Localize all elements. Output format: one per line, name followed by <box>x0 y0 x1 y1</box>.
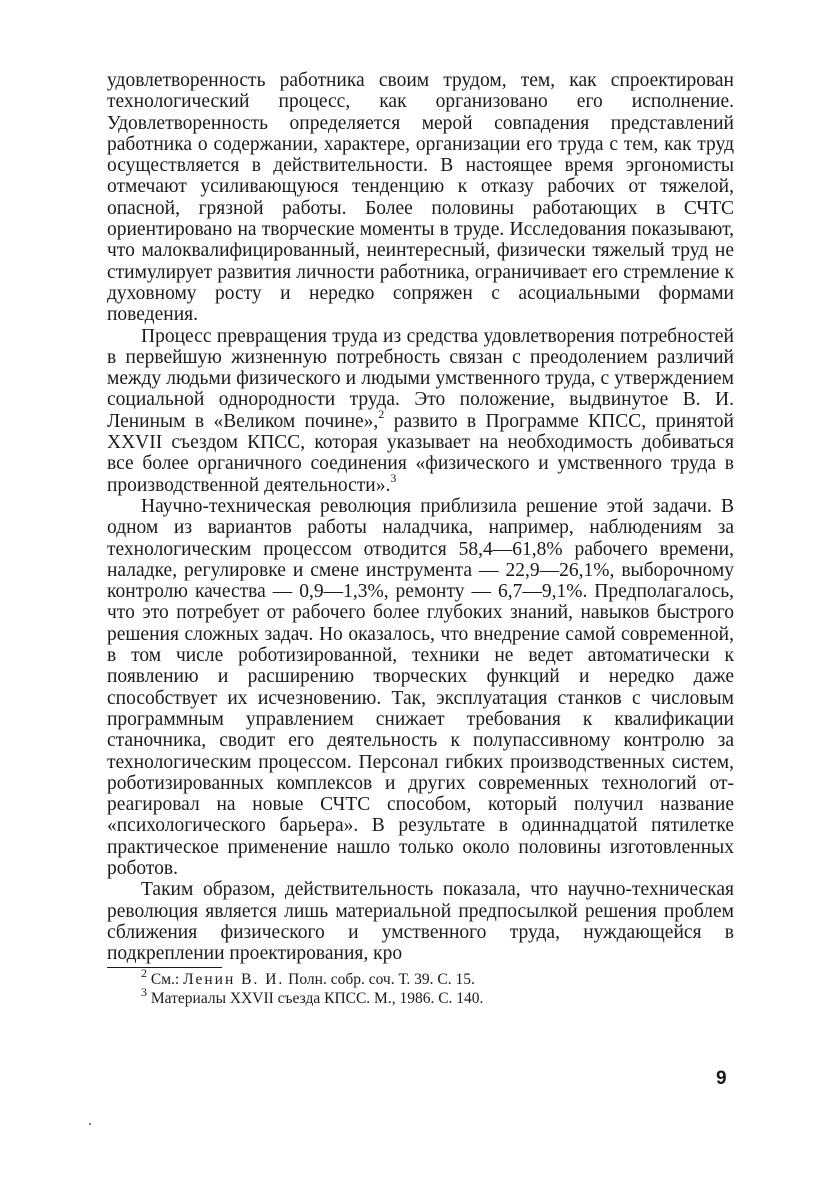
footnote-ref-3: 3 <box>390 471 397 486</box>
footnote-2 <box>107 966 734 989</box>
footnote-3 <box>107 985 734 1008</box>
footnote-divider <box>107 967 222 968</box>
page-number: 9 <box>716 1068 727 1089</box>
paragraph-2 <box>107 326 734 496</box>
paragraph-4: Таким образом, действительность показала, что научно-техническая революция является лишь материальной предпосылкой решения проблем сближения физического и умственного труда, нуждающейся в подкреплении проектирования, кро <box>107 879 734 965</box>
paragraph-1: удовлетворенность работника своим трудом, тем, как спроектирован технологический процесс, как организовано его исполнение. Удовлетворенность определяется мерой совпадения представлений работника о содержании, характере, организации его труда с тем, как труд осуществляется в действительности. В настоящее время эргономисты отмечают усиливающуюся тенденцию к отказу рабочих от тяжелой, опасной, грязной работы. Более половины работающих в СЧТС ориентировано на творческие моменты в труде. Исследования показывают, что малоквалифицированный, неинтересный, физически тяжелый труд не стимулирует развития личности работника, ограничивает его стремление к духовному росту и нередко сопряжен с асоциальными формами поведения. <box>107 70 734 326</box>
page-body <box>107 70 734 1008</box>
paragraph-3: Научно-техническая революция приблизила решение этой задачи. В одном из вариантов работы наладчика, например, наблюдениям за технологическим процессом отводится 58,4—61,8% рабочего времени, наладке, регулировке и смене инструмента — 22,9—26,1%, выборочному контролю качества — 0,9—1,3%, ремонту — 6,7—9,1%. Предполагалось, что это потребует от рабочего более глубоких знаний, навыков быстрого решения сложных задач. Но оказалось, что внедрение самой современной, в том числе роботизированной, техники не ведет автоматически к появлению и расширению творческих функций и нередко даже способствует их исчезновению. Так, эксплуатация станков с числовым программным управлением снижает требования к квалификации станочника, сводит его деятельность к полупассивному контролю за технологическим процессом. Персонал гибких производственных систем, роботизированных комплексов и других современных технологий отреагировал на новые СЧТС способом, который получил название «психологического барьера». В результате в одиннадцатой пятилетке практическое применение нашло только около половины изготовленных роботов. <box>107 495 734 879</box>
footnote-mark: 3 <box>141 985 147 1000</box>
footnote-mark: 2 <box>141 966 147 981</box>
paragraph-2-part-b: развито в Программе КПСС, принятой XXVII съездом КПСС, которая указывает на необходимость добиваться все более органичного соединения «физического и умственного труда в производственной деятельности». <box>107 410 734 496</box>
footnotes <box>107 966 734 1008</box>
footnote-prefix: См.: <box>150 971 184 989</box>
footnote-source: Материалы XXVII съезда КПСС. М., 1986. С. 140. <box>150 990 484 1008</box>
footnote-ref-2: 2 <box>378 407 385 422</box>
main-text <box>107 70 734 964</box>
paragraph-2-part-a: Процесс превращения труда из средства удовлетворения потребностей в первейшую жизненную потребность связан с преодолением различий между людьми физического и людыми умственного труда, с утверждением социальной однородности труда. Это положение, выдвинутое В. И. Лениным в «Великом почине», <box>107 325 734 432</box>
footnote-source: Полн. собр. соч. Т. 39. С. 15. <box>284 971 475 989</box>
scan-speck <box>89 1123 91 1125</box>
footnote-author: Ленин В. И. <box>183 971 285 989</box>
